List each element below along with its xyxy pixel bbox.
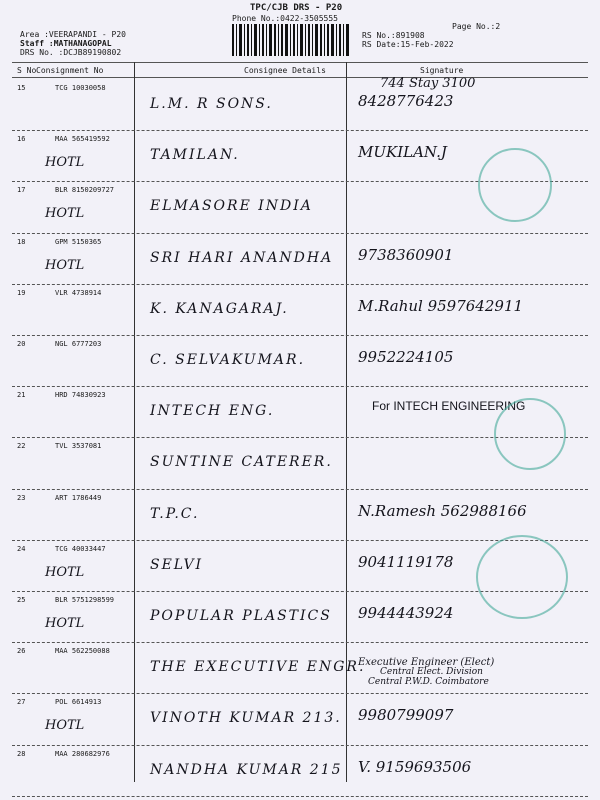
row-divider: [12, 745, 588, 746]
signature-text-2: Central Elect. Division: [380, 667, 483, 678]
serial-number: 25: [17, 596, 26, 604]
consignee-details: TAMILAN.: [150, 147, 240, 164]
consignment-number: MAA 562250088: [55, 647, 110, 656]
phone-number: Phone No.:0422-3505555: [232, 14, 338, 23]
barcode-icon: [232, 24, 352, 56]
signature-text: 9952224105: [358, 348, 454, 366]
signature-text-2: 744 Stay 3100: [380, 76, 476, 91]
row-divider: [12, 335, 588, 336]
serial-number: 19: [17, 288, 26, 297]
document-title: TPC/CJB DRS - P20: [250, 3, 343, 13]
serial-number: 24: [17, 544, 26, 553]
hold-note: HOTL: [45, 564, 85, 580]
signature-text: V. 9159693506: [358, 757, 472, 776]
signature-text: M.Rahul 9597642911: [358, 296, 524, 315]
serial-number: 23: [17, 493, 26, 502]
seal-stamp-icon: [494, 398, 566, 470]
consignee-details: POPULAR PLASTICS: [150, 608, 332, 624]
consignee-details: K. KANAGARAJ.: [150, 300, 289, 317]
row-divider: [12, 489, 588, 490]
serial-number: 26: [17, 647, 26, 656]
consignment-number: GPM 5150365: [55, 237, 102, 246]
staff-label: Staff :MATHANAGOPAL: [20, 39, 112, 48]
page-number: Page No.:2: [452, 22, 501, 31]
row-divider: [12, 233, 588, 234]
hold-note: HOTL: [45, 155, 85, 171]
serial-number: 27: [17, 698, 26, 707]
consignee-details: C. SELVAKUMAR.: [150, 352, 306, 368]
hold-note: HOTL: [45, 257, 85, 273]
consignment-number: TCG 40033447: [55, 544, 106, 553]
serial-number: 20: [17, 340, 26, 348]
row-divider: [12, 284, 588, 285]
col-sno: S No: [17, 66, 37, 75]
serial-number: 18: [17, 237, 26, 246]
area-label: Area :VEERAPANDI - P20: [20, 30, 126, 39]
signature-text: 8428776423: [358, 92, 454, 110]
row-divider: [12, 642, 588, 643]
hold-note: HOTL: [45, 206, 85, 222]
consignment-number: TVL 3537081: [55, 442, 102, 451]
rs-number: RS No.:891908: [362, 31, 425, 40]
seal-stamp-icon: [478, 148, 552, 222]
consignment-number: ART 1786449: [55, 493, 102, 502]
consignee-details: THE EXECUTIVE ENGR.: [150, 659, 366, 676]
consignee-details: SUNTINE CATERER.: [150, 454, 333, 471]
consignee-details: NANDHA KUMAR 215: [150, 761, 343, 778]
hold-note: HOTL: [45, 616, 85, 631]
col-signature: Signature: [420, 66, 464, 75]
row-divider: [12, 386, 588, 387]
signature-text: For INTECH ENGINEERING: [372, 399, 526, 414]
consignment-number: MAA 280682976: [55, 749, 110, 758]
consignee-details: T.P.C.: [150, 505, 200, 522]
col-consignee: Consignee Details: [244, 66, 326, 75]
seal-stamp-icon: [476, 535, 568, 619]
signature-text: MUKILAN.J: [358, 143, 447, 162]
serial-number: 17: [17, 186, 26, 195]
rs-date: RS Date:15-Feb-2022: [362, 40, 454, 49]
consignee-details: VINOTH KUMAR 213.: [150, 710, 342, 727]
consignment-number: BLR 5751298599: [55, 596, 115, 604]
signature-text: 9738360901: [358, 245, 454, 264]
consignee-details: INTECH ENG.: [150, 403, 275, 420]
serial-number: 16: [17, 135, 26, 144]
consignment-number: POL 6614913: [55, 698, 102, 707]
consignee-details: SRI HARI ANANDHA: [150, 249, 334, 266]
consignment-number: BLR 8150209727: [55, 186, 115, 195]
row-divider: [12, 796, 588, 797]
signature-text: 9041119178: [358, 552, 454, 571]
serial-number: 21: [17, 391, 26, 400]
signature-text: 9980799097: [358, 706, 454, 725]
row-divider: [12, 130, 588, 131]
col-consignment: Consignment No: [36, 66, 104, 75]
consignee-details: L.M. R SONS.: [150, 96, 273, 112]
serial-number: 15: [17, 84, 26, 92]
serial-number: 22: [17, 442, 26, 451]
consignment-number: HRD 74830923: [55, 391, 106, 400]
consignee-details: ELMASORE INDIA: [150, 198, 313, 215]
consignment-number: MAA 565419592: [55, 135, 110, 144]
consignee-details: SELVI: [150, 556, 204, 573]
consignment-number: VLR 4738914: [55, 288, 102, 297]
consignment-number: TCG 10030058: [55, 84, 106, 92]
signature-text: N.Ramesh 562988166: [358, 501, 527, 520]
signature-text: 9944443924: [358, 604, 454, 622]
consignment-number: NGL 6777203: [55, 340, 102, 348]
signature-text: Executive Engineer (Elect): [358, 657, 495, 669]
signature-text-3: Central P.W.D. Coimbatore: [368, 677, 489, 688]
row-divider: [12, 693, 588, 694]
hold-note: HOTL: [45, 718, 85, 734]
drs-number: DRS No. :DCJB89190802: [20, 48, 122, 57]
serial-number: 28: [17, 749, 26, 758]
